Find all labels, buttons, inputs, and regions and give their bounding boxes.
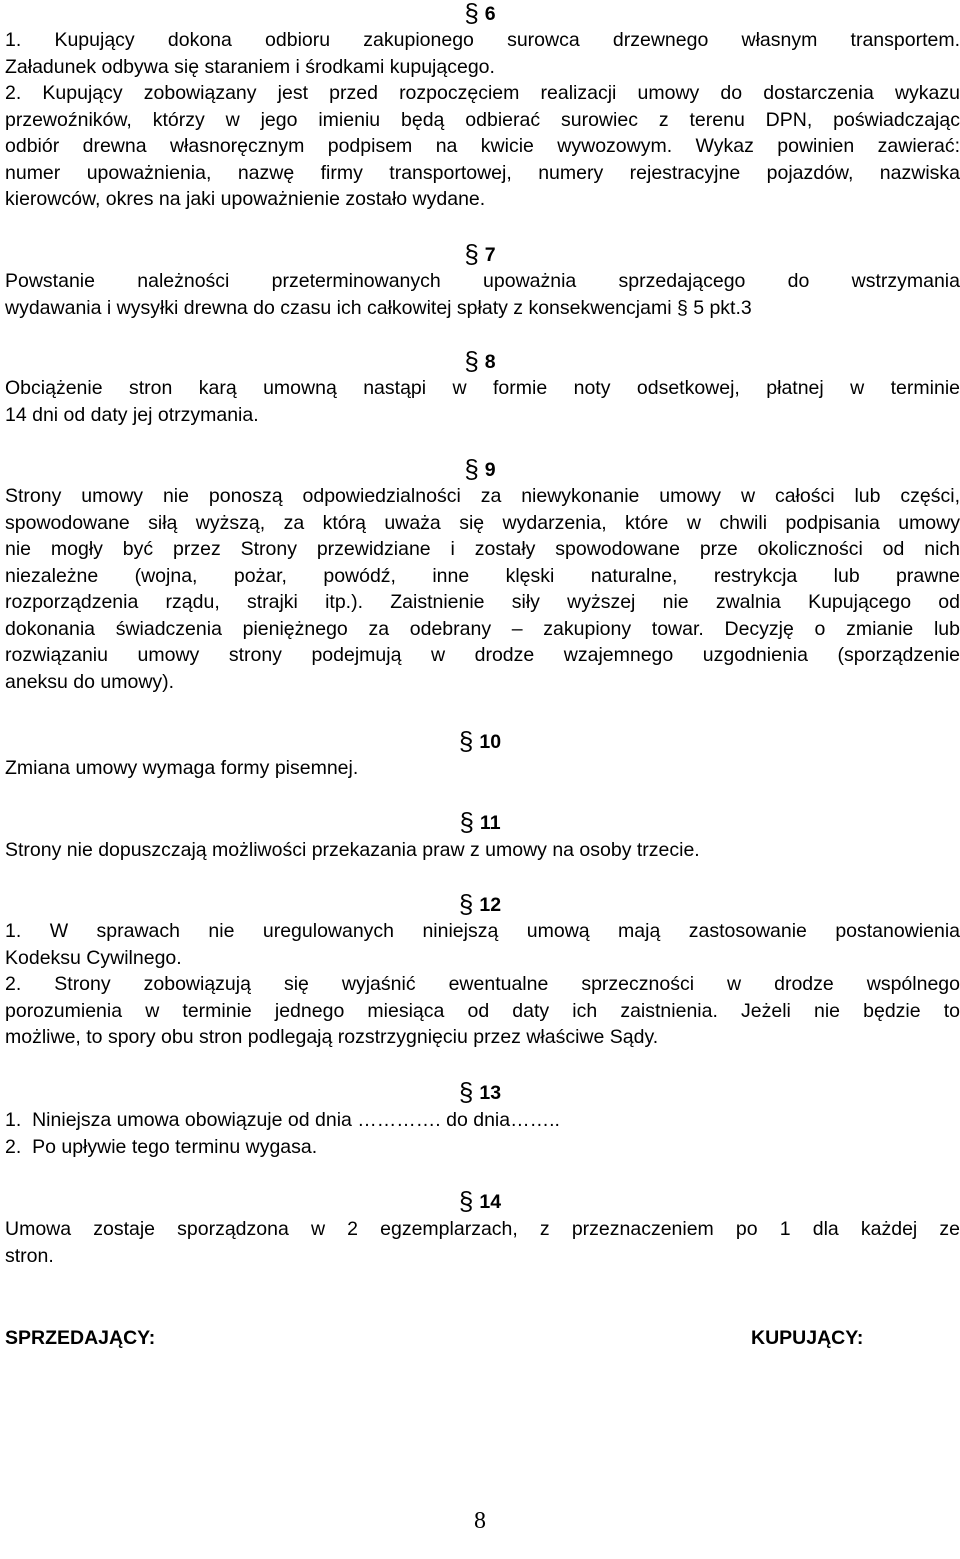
text-line: dokonania świadczenia pieniężnego za odebrany – zakupiony towar. Decyzję o zmianie lub [5,617,960,640]
text-line: Powstanie należności przeterminowanych upoważnia sprzedającego do wstrzymania [5,270,960,292]
section-6-heading [0,0,960,28]
section-11-text [5,837,960,864]
text-line: 1. Niniejsza umowa obowiązuje od dnia …………. do dnia…….. [5,1109,560,1131]
text-line: Strony nie dopuszczają możliwości przekazania praw z umowy na osoby trzecie. [5,839,700,861]
text-line: rozwiązaniu umowy strony podejmują w drodze wzajemnego uzgodnienia (sporządzenie [5,644,960,666]
section-10-text [5,755,960,782]
text-line: odbiór drewna własnoręcznym podpisem na kwicie wywozowym. Wykaz powinien zawierać: [5,135,960,157]
text-line: 14 dni od daty jej otrzymania. [5,403,259,426]
text-line: Strony umowy nie ponoszą odpowiedzialności za niewykonanie umowy w całości lub części, [5,485,960,507]
section-number: 9 [484,459,496,481]
section-number: 10 [479,731,502,753]
text-line: Załadunek odbywa się staraniem i środkami kupującego. [5,55,495,78]
section-14-text [5,1216,960,1269]
text-line: 1. Kupujący dokona odbioru zakupionego surowca drzewnego własnym transportem. [5,29,960,51]
text-line: Zmiana umowy wymaga formy pisemnej. [5,757,359,779]
text-line: porozumienia w terminie jednego miesiąca od daty ich zaistnienia. Jeżeli nie będzie to [5,999,960,1022]
text-line: 2. Strony zobowiązują się wyjaśnić ewentualne sprzeczności w drodze wspólnego [5,973,960,995]
text-line: przewoźników, którzy w jego imieniu będą odbierać surowiec z terenu DPN, poświadczając [5,108,960,131]
section-6-text [5,27,960,213]
section-number: 7 [484,244,496,266]
text-line: Umowa zostaje sporządzona w 2 egzemplarzach, z przeznaczeniem po 1 dla każdej ze [5,1218,960,1240]
section-number: 8 [484,351,496,373]
section-symbol: § [464,0,479,28]
section-7-text [5,268,960,321]
section-7-heading [0,241,960,269]
section-9-heading [0,456,960,484]
section-number: 13 [479,1082,502,1104]
section-symbol: § [458,1186,474,1216]
section-8-text [5,375,960,428]
section-13-heading [0,1079,960,1107]
section-14-heading [0,1188,960,1216]
section-8-heading [0,348,960,376]
section-number: 12 [479,894,502,916]
text-line: nie mogły być przez Strony przewidziane i zostały spowodowane prze okoliczności od nich [5,538,960,560]
text-line: stron. [5,1244,54,1267]
section-number: 11 [479,812,501,834]
section-symbol: § [464,454,479,484]
text-line: kierowców, okres na jaki upoważnienie zostało wydane. [5,188,486,210]
text-line: wydawania i wysyłki drewna do czasu ich całkowitej spłaty z konsekwencjami § 5 pkt.3 [5,296,752,319]
text-line: spowodowane siłą wyższą, za którą uważa się wydarzenia, które w chwili podpisania umowy [5,511,960,534]
section-symbol: § [464,239,479,269]
section-symbol: § [458,726,474,756]
text-line: 2. Kupujący zobowiązany jest przed rozpoczęciem realizacji umowy do dostarczenia wykazu [5,82,960,104]
text-line: niezależne (wojna, pożar, powódź, inne klęski naturalne, restrykcja lub prawne [5,564,960,587]
section-9-text [5,483,960,695]
text-line: możliwe, to spory obu stron podlegają rozstrzygnięciu przez właściwe Sądy. [5,1026,659,1048]
section-symbol: § [464,346,479,376]
section-12-text [5,918,960,1051]
section-symbol: § [459,807,474,837]
text-line: numer upoważnienia, nazwę firmy transportowej, numery rejestracyjne pojazdów, nazwiska [5,161,960,184]
text-line: 2. Po upływie tego terminu wygasa. [5,1135,318,1158]
section-11-heading [0,809,960,837]
text-line: aneksu do umowy). [5,670,175,693]
text-line: Obciążenie stron karą umowną nastąpi w formie noty odsetkowej, płatnej w terminie [5,377,960,399]
text-line: Kodeksu Cywilnego. [5,946,182,969]
seller-signature-label: SPRZEDAJĄCY: [5,1327,156,1349]
section-symbol: § [458,1077,474,1107]
buyer-signature-label: KUPUJĄCY: [751,1327,864,1349]
section-12-heading [0,891,960,919]
section-number: 6 [484,3,496,25]
section-10-heading [0,728,960,756]
section-symbol: § [458,889,474,919]
text-line: 1. W sprawach nie uregulowanych niniejszą umową mają zastosowanie postanowienia [5,920,960,942]
page-number: 8 [474,1508,486,1534]
text-line: rozporządzenia rządu, strajki itp.). Zaistnienie siły wyższej nie zwalnia Kupującego od [5,591,960,613]
section-number: 14 [479,1191,502,1213]
section-13-text [5,1107,960,1160]
